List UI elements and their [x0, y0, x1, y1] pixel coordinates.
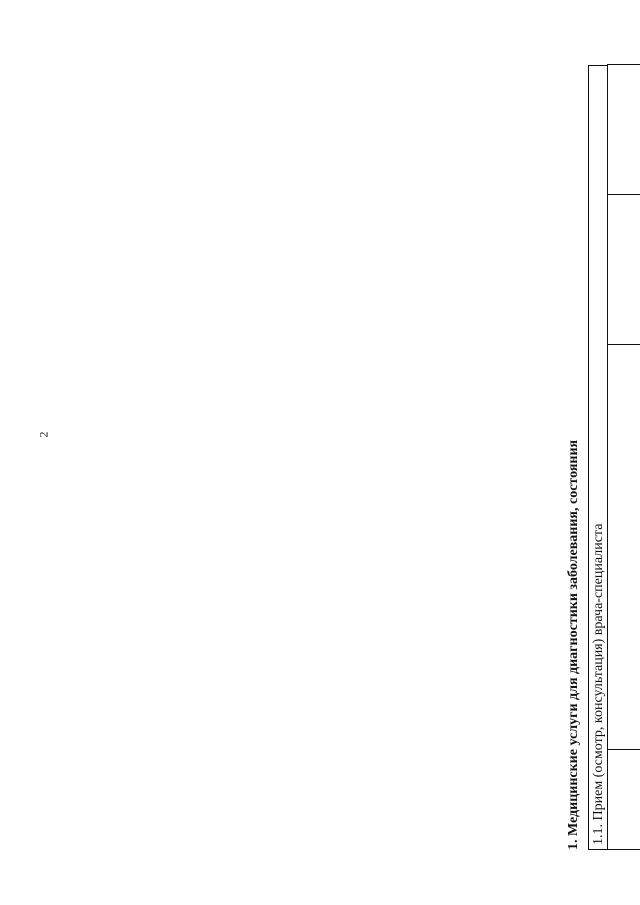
header-code [608, 750, 640, 850]
services-table [607, 64, 640, 850]
page-number: 2 [36, 431, 51, 438]
section-title: 1.1. Прием (осмотр, консультация) врача-специалиста [588, 65, 607, 850]
page-title: 1. Медицинские услуги для диагностики заболевания, состояния [566, 439, 581, 850]
table-header-row [608, 65, 640, 850]
header-frequency [608, 195, 640, 345]
header-multiplicity [608, 65, 640, 195]
section-1-1 [588, 65, 640, 850]
document-body [565, 65, 640, 850]
header-name [608, 345, 640, 750]
